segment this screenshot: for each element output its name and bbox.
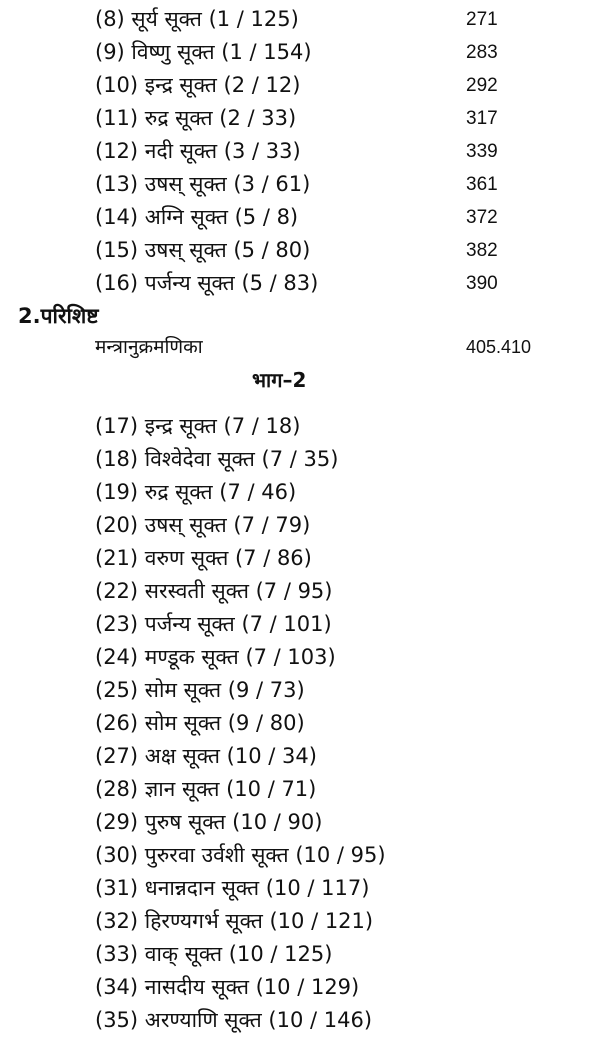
entry-title: (15) उषस् सूक्त (5 / 80) [95,238,311,262]
contents-entry [0,839,600,872]
entry-title: (28) ज्ञान सूक्त (10 / 71) [95,777,317,801]
contents-entry [0,476,600,509]
entry-page-number: 283 [466,42,498,63]
contents-entry [0,872,600,905]
contents-entry [0,740,600,773]
appendix-page-number: 405.410 [466,337,532,357]
contents-entry [0,509,600,542]
entry-title: (13) उषस् सूक्त (3 / 61) [95,172,311,196]
entry-page-number: 271 [466,9,498,30]
contents-entry [0,938,600,971]
contents-entry [0,1004,600,1037]
entry-title: (35) अरण्याणि सूक्त (10 / 146) [95,1008,373,1032]
contents-entry [0,773,600,806]
contents-entry [0,267,600,300]
contents-entry [0,3,600,36]
contents-entry [0,542,600,575]
entry-title: (27) अक्ष सूक्त (10 / 34) [95,744,317,768]
entry-title: (29) पुरुष सूक्त (10 / 90) [95,810,323,834]
contents-entry [0,905,600,938]
entry-title: (12) नदी सूक्त (3 / 33) [95,139,301,163]
entry-title: (23) पर्जन्य सूक्त (7 / 101) [95,612,332,636]
entry-page-number: 317 [466,108,498,129]
entry-page-number: 339 [466,141,498,162]
contents-entry [0,410,600,443]
contents-entry [0,102,600,135]
contents-entry [0,575,600,608]
entry-title: (14) अग्नि सूक्त (5 / 8) [95,205,299,229]
contents-entry [0,608,600,641]
entry-title: (31) धनान्नदान सूक्त (10 / 117) [95,876,370,900]
entry-title: (20) उषस् सूक्त (7 / 79) [95,513,311,537]
contents-entry [0,443,600,476]
entry-title: (33) वाक् सूक्त (10 / 125) [95,942,333,966]
appendix-item: मन्त्रानुक्रमणिका [95,336,203,358]
part-heading: भाग–2 [252,368,307,392]
contents-entry [0,36,600,69]
entry-title: (9) विष्णु सूक्त (1 / 154) [95,40,312,64]
contents-entry [0,806,600,839]
entry-title: (21) वरुण सूक्त (7 / 86) [95,546,312,570]
contents-entry [0,69,600,102]
contents-entry [0,168,600,201]
entry-title: (11) रुद्र सूक्त (2 / 33) [95,106,297,130]
contents-entry [0,707,600,740]
entry-title: (25) सोम सूक्त (9 / 73) [95,678,305,702]
entry-title: (26) सोम सूक्त (9 / 80) [95,711,305,735]
entry-page-number: 382 [466,240,498,261]
entry-title: (8) सूर्य सूक्त (1 / 125) [95,7,299,31]
entry-title: (18) विश्वेदेवा सूक्त (7 / 35) [95,447,339,471]
entry-page-number: 372 [466,207,498,228]
contents-entry [0,201,600,234]
entry-title: (22) सरस्वती सूक्त (7 / 95) [95,579,333,603]
entry-title: (34) नासदीय सूक्त (10 / 129) [95,975,360,999]
entry-title: (30) पुरुरवा उर्वशी सूक्त (10 / 95) [95,843,386,867]
entry-page-number: 390 [466,273,498,294]
entry-title: (32) हिरण्यगर्भ सूक्त (10 / 121) [95,909,374,933]
entry-title: (17) इन्द्र सूक्त (7 / 18) [95,414,301,438]
entry-title: (19) रुद्र सूक्त (7 / 46) [95,480,297,504]
contents-entry [0,971,600,1004]
entry-title: (24) मण्डूक सूक्त (7 / 103) [95,645,336,669]
entry-title: (16) पर्जन्य सूक्त (5 / 83) [95,271,319,295]
contents-entry [0,135,600,168]
entry-page-number: 292 [466,75,498,96]
contents-entry [0,674,600,707]
entry-title: (10) इन्द्र सूक्त (2 / 12) [95,73,301,97]
contents-entry [0,641,600,674]
appendix-heading: 2.परिशिष्ट [18,304,99,328]
entry-page-number: 361 [466,174,498,195]
contents-entry [0,234,600,267]
